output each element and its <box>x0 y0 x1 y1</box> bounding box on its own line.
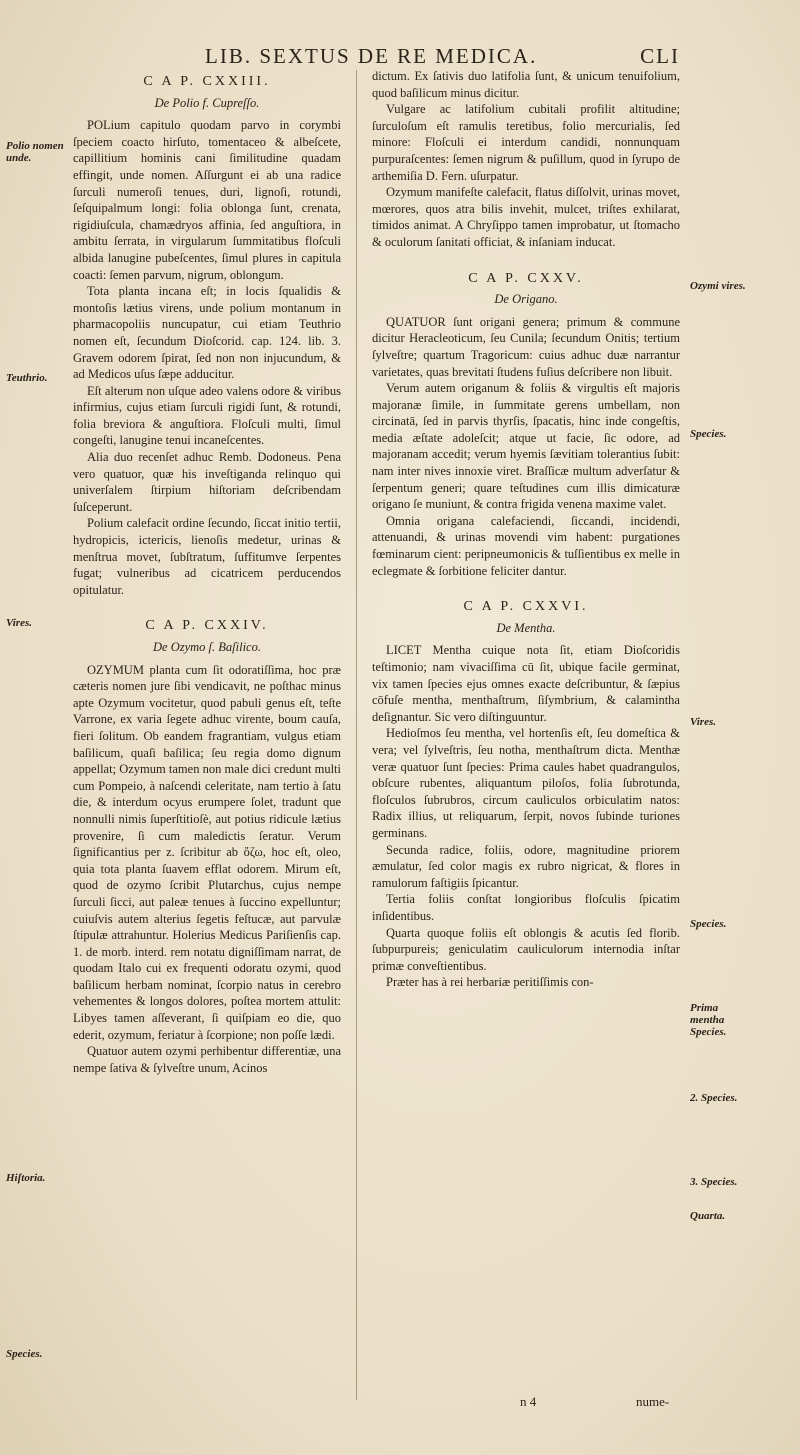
paragraph: Verum autem origanum & foliis & virgultis eſt majoris majoranæ ſimile, in ſummitate gerens umbellam, non circinatā, ſed in parvis thyrſis, ſpacatis, hinc inde congeſtis, media æſtate adoleſcit; atque ut facie, ſic odore, ad majoranam accedit; verum hyemis ſævitiam tolerantius ſubit: nam inter nives innoxie viret. Braſſicæ multum adverſatur & ſerpentum generi; quare teſtudines cum illis dimicaturæ origano ſe muniunt, & contra frigida venena maxime valet. <box>372 381 680 512</box>
margin-note: Polio nomen unde. <box>6 140 64 164</box>
margin-note: 2. Species. <box>690 1092 738 1104</box>
margin-note: Species. <box>690 428 727 440</box>
chapter-heading: C A P. CXXVI. <box>463 599 589 615</box>
paragraph: QUATUOR ſunt origani genera; primum & commune dicitur Heracleoticum, ſeu Cunila; ſecundum Onitis; tertium ſylveſtre; quartum Tragoricum: cuius adhuc duæ narrantur varietates, quas brevitati ſtudens fuſius deſcribere non libuit. <box>372 314 680 379</box>
catchword: nume- <box>636 1394 670 1409</box>
chapter-subtitle: De Origano. <box>494 292 558 307</box>
column-rule <box>356 70 357 1400</box>
chapter-heading: C A P. CXXIII. <box>143 74 271 89</box>
chapter-subtitle: De Ozymo ſ. Baſilico. <box>153 640 261 654</box>
paragraph: Præter has à rei herbariæ peritiſſimis con- <box>386 975 594 990</box>
margin-note: Vires. <box>690 716 716 728</box>
margin-note: Vires. <box>6 617 32 629</box>
paragraph: Vulgare ac latifolium cubitali profilit altitudine; ſurculoſum eſt ramulis teretibus, folio mercurialis, ſed minore: Floſculi ei interdum candidi, nonnunquam purpuraſcentes: ſemen nigrum & puſillum, quod in ſyrupo de arthemiſia D. Fern. uſurpatur. <box>372 102 680 183</box>
running-title: LIB. SEXTUS DE RE MEDICA. <box>205 44 538 68</box>
margin-note: Ozymi vires. <box>690 280 746 292</box>
paragraph: Ozymum manifeſte calefacit, flatus diſſolvit, urinas movet, mœrores, quos atra bilis invehit, mulcet, triſtes exhilarat, timidos animat. A Chryſippo tamen improbatur, ut ſtomacho & oculorum ſanitati officiat, & inſaniam inducat. <box>372 185 680 249</box>
margin-note: Hiſtoria. <box>6 1172 46 1184</box>
paragraph: OZYMUM planta cum ſit odoratiſſima, hoc præ cæteris nomen jure ſibi vendicavit, ne poſthac minus apte Ozymum vocitetur, quod pabuli genus eſt, teſte Varrone, ex varia ſegete adhuc virente, boum cauſa, fieri ſolitum. Ob eandem fragrantiam, vulgus etiam baſilicum, quaſi baſilica; ſeu regia domo dignum appellat; Ozymum tamen non male dici credunt multi cum Pompeio, à naſcendi celeritate, nam tertio à ſatu die, & interdum ocyus erumpere ſolet, tradunt que nonnulli nimis ſuperſtitioſè, aut potius ridicule lætius provenire, ſi cum maledictis ſeratur. Verum ſignificantius per z. ſcribitur ab ὄζω, hoc eſt, oleo, quia tota planta ſuavem efflat odorem. Mirum eſt, quod de ozymo ſcribit Plutarchus, cujus nempe ſurculi ſicci, aut paleæ tenues à ſuccino expelluntur; cuiuſvis autem alterius ſegetis feſtucæ, aut parvulæ ſtipulæ attrahuntur. Holerius Medicus Pariſienſis cap. 1. de morb. interd. rem notatu digniſſimam narrat, de quodam Italo cui ex frequenti odoratu ozymi, quod baſilicum herbam nominat, ſcorpio natus in cerebro vehementes & longos dolores, poſtea mortem attulit: Libyes tamen aſſeverant, ſi quiſpiam eo die, quo ederit, ozymum, feriatur à ſcorpione; non poſſe lædi. <box>73 662 341 1042</box>
chapter-heading: C A P. CXXIV. <box>145 618 269 634</box>
paragraph: Hedioſmos ſeu mentha, vel hortenſis eſt, ſeu domeſtica & vera; vel ſylveſtris, ſeu notha, menthaſtrum dicta. Menthæ veræ quatuor ſunt ſpecies: Prima caules habet quadrangulos, obſcure rubentes, aliquantum piloſos, folia ſubrotunda, floſculos ſubrubros, circum cauliculos orbiculatim natos: Radix illius, ut reliquarum, ſerpit, novos ſubinde turiones germinans. <box>372 726 680 840</box>
paragraph: Eſt alterum non uſque adeo valens odore & viribus infirmius, cujus etiam ſurculi rigidi ſunt, & rotundi, folia breviora & anguſtiora. Floſculi multi, ſimul congeſti, lanugine tenui incaneſcentes. <box>73 383 341 448</box>
paragraph: dictum. Ex ſativis duo latifolia ſunt, & unicum tenuifolium, quod baſilicum minus dicitur. <box>372 69 680 100</box>
margin-note: Prima mentha Species. <box>690 1002 727 1038</box>
paragraph: Secunda radice, foliis, odore, magnitudine priorem æmulatur, ſed color magis ex rubro nigricat, & flores in ramulorum faſtigiis ſpicantur. <box>372 842 680 890</box>
folio-number: CLI <box>640 44 680 68</box>
margin-note: Species. <box>6 1348 43 1360</box>
paragraph: Quarta quoque foliis eſt oblongis & acutis ſed florib. ſubpurpureis; geniculatim cauliculorum internodia inſtar primæ conveſtientibus. <box>372 925 680 973</box>
chapter-subtitle: De Polio f. Cupreſſo. <box>154 95 260 110</box>
paragraph: Omnia origana calefaciendi, ſiccandi, incidendi, attenuandi, & urinas movendi vim habent: purgationes fœminarum cient: peripneumonicis & tuſſientibus ex melle in eclegmate & ſorbitione feliciter dantur. <box>372 513 680 578</box>
paragraph: LICET Mentha cuique nota ſit, etiam Dioſcoridis teſtimonio; nam vivaciſſima cū ſit, ubique facile germinat, vix tamen ſpecies ejus omnes exacte deſcribuntur, & ſæpius cōfuſe mentha, menthaſtrum, ſiſymbrium, & calamintha deſignantur. Sic vero diſtinguuntur. <box>372 643 680 724</box>
chapter-subtitle: De Mentha. <box>496 620 556 635</box>
margin-note: Species. <box>690 918 727 930</box>
right-column <box>372 68 680 991</box>
paragraph: Quatuor autem ozymi perhibentur differentiæ, una nempe ſativa & ſylveſtre unum, Acinos <box>73 1044 341 1075</box>
margin-note: 3. Species. <box>690 1176 738 1188</box>
paragraph: Polium calefacit ordine ſecundo, ſiccat initio tertii, hydropicis, ictericis, lienoſis medetur, urinas & menſtrua movet, ſubſtratum, ſuffitumve ſerpentes fugat; vulneribus ad cicatricem perducendos opitulatur. <box>73 516 341 597</box>
margin-note: Quarta. <box>690 1210 726 1222</box>
paragraph: Tota planta incana eſt; in locis ſqualidis & montoſis lætius virens, unde polium montanum in pharmacopoliis nuncupatur, cui etiam Teuthrio nomen eſt, ſecundum Dioſcorid. cap. 124. lib. 3. Gravem odorem ſpirat, ſed non non injucundum, & ad Medicos uſus ſæpe adducitur. <box>73 284 341 382</box>
paragraph: POLium capitulo quodam parvo in corymbi ſpeciem coacto hirſuto, tomentaceo & albeſcete, capillitium hominis cani ſimilitudine quadam effingit, unde nomen. Aſſurgunt ei ab una radice ſurculi numeroſi tenues, duri, lignoſi, rotundi, ſeſquipalmum longi: folia oblonga ſunt, crenata, rigidiuſcula, chamædryos affinia, ſed anguſtiora, in ambitu ſerrata, in virgularum ſummitatibus floſculi albida lanugine pubeſcentes, ſimul plures in capitula coacti: ſemen parvum, nigrum, oblongum. <box>73 118 341 282</box>
signature-mark: n 4 <box>520 1394 537 1409</box>
paragraph: Tertia foliis conſtat longioribus floſculis ſpicatim inſidentibus. <box>372 892 680 923</box>
paragraph: Alia duo recenſet adhuc Remb. Dodoneus. Pena vero quatuor, quæ his inveſtiganda relinquo qui univerſalem ſtirpium hiſtoriam deſcribendam ſuſceperunt. <box>73 450 341 514</box>
chapter-heading: C A P. CXXV. <box>468 270 584 286</box>
margin-note: Teuthrio. <box>6 372 48 384</box>
left-column <box>73 68 341 1076</box>
